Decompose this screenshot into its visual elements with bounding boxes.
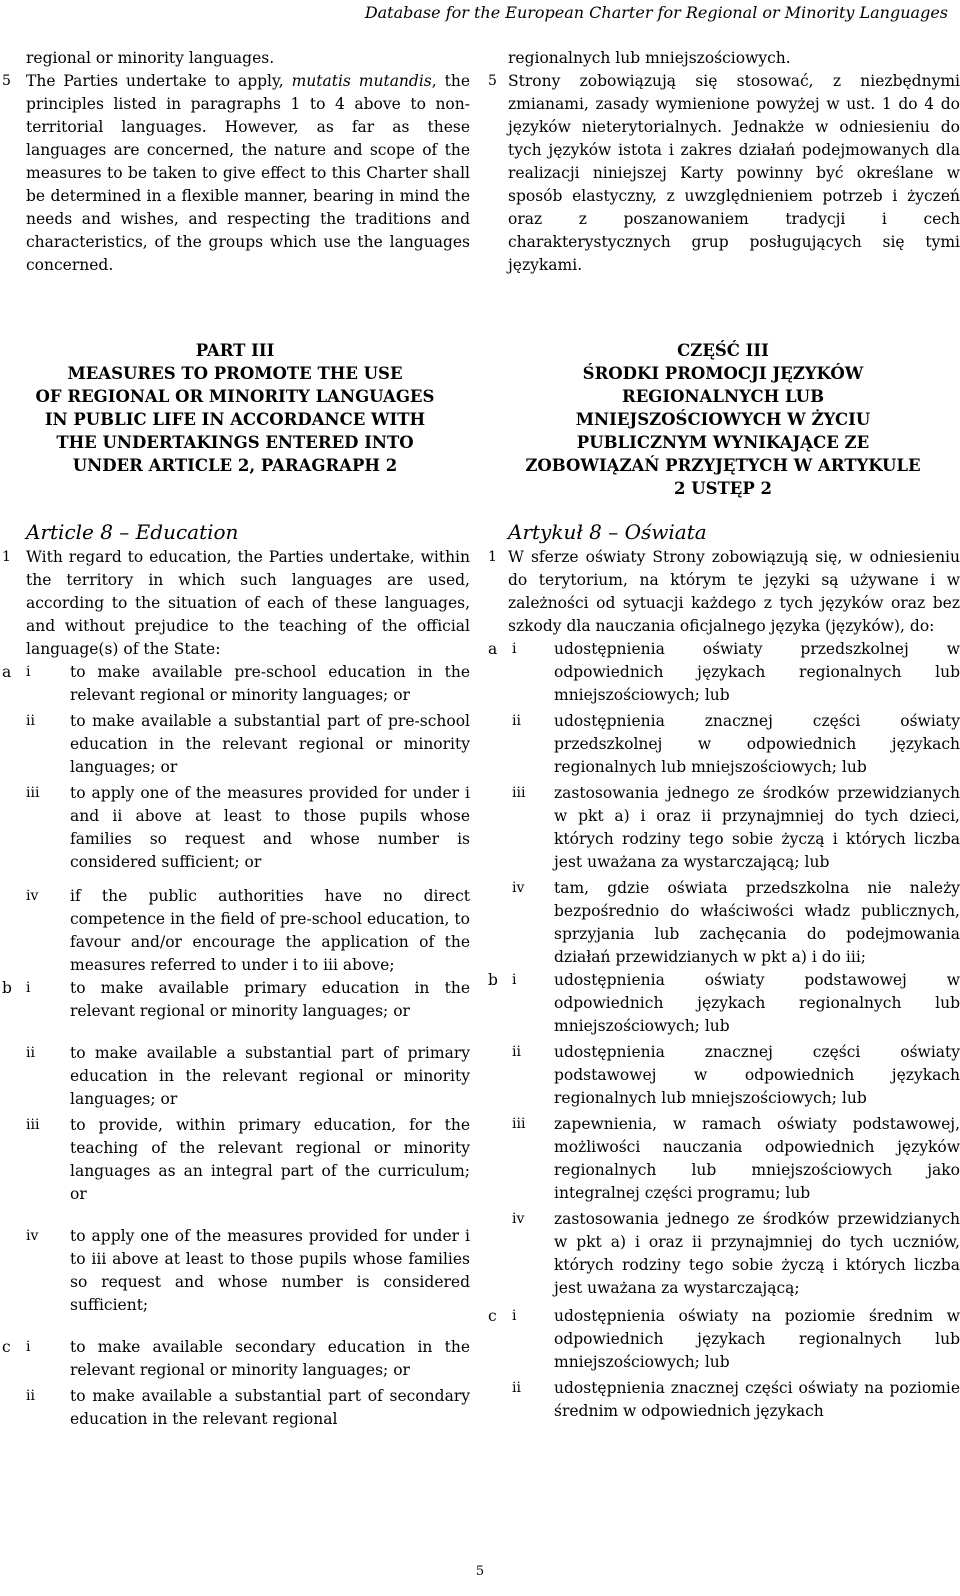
article-paragraph-1 bbox=[486, 546, 960, 638]
item-text: to make available secondary education in the relevant regional or minority languages; or bbox=[70, 1338, 470, 1379]
list-item bbox=[0, 661, 470, 707]
list-item bbox=[0, 782, 470, 874]
item-letter: a bbox=[488, 640, 498, 658]
item-letter: c bbox=[2, 1338, 11, 1356]
article-title: Artykuł 8 – Oświata bbox=[508, 520, 707, 544]
heading-line: OF REGIONAL OR MINORITY LANGUAGES bbox=[35, 387, 435, 406]
heading-line: IN PUBLIC LIFE IN ACCORDANCE WITH bbox=[44, 410, 426, 429]
item-roman-numeral: ii bbox=[512, 713, 521, 729]
paragraph-number: 5 bbox=[2, 73, 11, 89]
left-intro-column bbox=[0, 47, 470, 277]
list-item bbox=[486, 1305, 960, 1374]
paragraph-text: With regard to education, the Parties undertake, within the territory in which such languages are used, according to the situation of each of these languages, and without prejudice to the teaching of the official language(s) of the State: bbox=[26, 548, 470, 658]
item-roman-numeral: i bbox=[26, 664, 31, 680]
article-english bbox=[0, 520, 470, 1431]
list-item bbox=[486, 638, 960, 707]
paragraph-number: 1 bbox=[2, 549, 11, 565]
item-text: zastosowania jednego ze środków przewidzianych w pkt a) i oraz ii przynajmniej do tych uczniów, których rodziny tego sobie życzą i których liczba jest uważana za wystarczającą; bbox=[554, 1210, 960, 1297]
item-letter: b bbox=[2, 979, 12, 997]
item-roman-numeral: iv bbox=[26, 1228, 39, 1244]
left-paragraph-5 bbox=[0, 70, 470, 277]
item-text: to make available a substantial part of pre-school education in the relevant regional or minority languages; or bbox=[70, 712, 470, 776]
heading-line: ŚRODKI PROMOCJI JĘZYKÓW bbox=[582, 364, 864, 383]
item-roman-numeral: ii bbox=[512, 1380, 521, 1396]
heading-line: CZĘŚĆ III bbox=[677, 341, 769, 360]
item-text: to make available primary education in the relevant regional or minority languages; or bbox=[70, 979, 470, 1020]
list-item bbox=[486, 1041, 960, 1110]
page-number: 5 bbox=[475, 1564, 485, 1579]
item-roman-numeral: iii bbox=[26, 1117, 40, 1133]
document-header: Database for the European Charter for Regional or Minority Languages bbox=[364, 3, 948, 22]
item-text: if the public authorities have no direct competence in the field of pre-school education, to favour and/or encourage the application of the measures referred to under i to iii above; bbox=[70, 887, 470, 974]
item-text: udostępnienia znacznej części oświaty podstawowej w odpowiednich językach regionalnych lub mniejszościowych; lub bbox=[554, 1043, 960, 1107]
article-items-list bbox=[0, 661, 470, 1431]
list-item bbox=[486, 969, 960, 1038]
item-roman-numeral: i bbox=[512, 641, 517, 657]
list-item bbox=[486, 710, 960, 779]
item-letter: c bbox=[488, 1307, 497, 1325]
list-item bbox=[0, 1225, 470, 1317]
item-letter: a bbox=[2, 663, 12, 681]
paragraph-number: 5 bbox=[488, 73, 497, 89]
list-item bbox=[0, 1336, 470, 1382]
paragraph-text: W sferze oświaty Strony zobowiązują się, w odniesieniu do terytorium, na którym te języki są używane i w zależności od sytuacji każdego z tych języków oraz bez szkody dla nauczania oficjalnego języka (języków), do: bbox=[508, 548, 960, 635]
item-text: to provide, within primary education, for the teaching of the relevant regional or minority languages as an integral part of the curriculum; or bbox=[70, 1116, 470, 1203]
heading-line: PART III bbox=[195, 341, 275, 360]
list-item bbox=[486, 1208, 960, 1300]
heading-line: MEASURES TO PROMOTE THE USE bbox=[67, 364, 403, 383]
item-text: to apply one of the measures provided for under i to iii above at least to those pupils whose families so request and whose number is considered sufficient; bbox=[70, 1227, 470, 1314]
list-item bbox=[486, 1113, 960, 1205]
item-text: to make available pre-school education in the relevant regional or minority languages; or bbox=[70, 663, 470, 704]
item-text: zapewnienia, w ramach oświaty podstawowej, możliwości nauczania odpowiednich języków regionalnych lub mniejszościowych jako integralnej części programu; lub bbox=[554, 1115, 960, 1202]
item-roman-numeral: ii bbox=[26, 713, 35, 729]
heading-line: 2 USTĘP 2 bbox=[673, 479, 773, 498]
left-carry-text: regional or minority languages. bbox=[26, 49, 275, 67]
right-paragraph-5 bbox=[486, 70, 960, 277]
item-text: udostępnienia znacznej części oświaty na poziomie średnim w odpowiednich językach bbox=[554, 1379, 960, 1420]
item-roman-numeral: i bbox=[512, 972, 517, 988]
item-roman-numeral: i bbox=[26, 980, 31, 996]
item-text: tam, gdzie oświata przedszkolna nie należy bezpośrednio do właściwości władz publicznych, sprzyjania lub zachęcania do podejmowania działań przewidzianych w pkt a) i do iii; bbox=[554, 879, 960, 966]
heading-line: UNDER ARTICLE 2, PARAGRAPH 2 bbox=[72, 456, 398, 475]
paragraph-text-cont: , the principles listed in paragraphs 1 to 4 above to non-territorial languages. However, as far as these languages are concerned, the nature and scope of the measures to be taken to give effect to this Charter shall be determined in a flexible manner, bearing in mind the needs and wishes, and respecting the traditions and characteristics, of the groups which use the languages concerned. bbox=[26, 72, 470, 274]
heading-line: MNIEJSZOŚCIOWYCH W ŻYCIU bbox=[575, 410, 871, 429]
item-letter: b bbox=[488, 971, 498, 989]
list-item bbox=[0, 1042, 470, 1111]
item-roman-numeral: i bbox=[26, 1339, 31, 1355]
heading-line: PUBLICZNYM WYNIKAJĄCE ZE bbox=[576, 433, 870, 452]
item-text: udostępnienia oświaty podstawowej w odpowiednich językach regionalnych lub mniejszościowych; lub bbox=[554, 971, 960, 1035]
list-item bbox=[486, 877, 960, 969]
list-item bbox=[0, 1114, 470, 1206]
paragraph-text: The Parties undertake to apply, bbox=[26, 72, 292, 90]
heading-line: ZOBOWIĄZAŃ PRZYJĘTYCH W ARTYKULE bbox=[525, 456, 921, 475]
item-text: udostępnienia oświaty przedszkolnej w odpowiednich językach regionalnych lub mniejszościowych; lub bbox=[554, 640, 960, 704]
right-intro-column bbox=[486, 47, 960, 277]
part-heading-english bbox=[0, 339, 470, 477]
item-roman-numeral: i bbox=[512, 1308, 517, 1324]
item-roman-numeral: iii bbox=[512, 1116, 526, 1132]
heading-line: THE UNDERTAKINGS ENTERED INTO bbox=[56, 433, 414, 452]
item-text: to make available a substantial part of primary education in the relevant regional or minority languages; or bbox=[70, 1044, 470, 1108]
item-roman-numeral: ii bbox=[512, 1044, 521, 1060]
article-polish bbox=[486, 520, 960, 1423]
item-text: zastosowania jednego ze środków przewidzianych w pkt a) i oraz ii przynajmniej do tych dzieci, których rodziny tego sobie życzą i których liczba jest uważana za wystarczającą; lub bbox=[554, 784, 960, 871]
item-text: udostępnienia znacznej części oświaty przedszkolnej w odpowiednich językach regionalnych lub mniejszościowych; lub bbox=[554, 712, 960, 776]
list-item bbox=[0, 710, 470, 779]
article-items-list bbox=[486, 638, 960, 1423]
part-heading-polish bbox=[486, 339, 960, 500]
paragraph-number: 1 bbox=[488, 549, 497, 565]
list-item bbox=[0, 977, 470, 1023]
heading-line: REGIONALNYCH LUB bbox=[621, 387, 825, 406]
item-roman-numeral: iv bbox=[26, 888, 39, 904]
item-roman-numeral: iv bbox=[512, 880, 525, 896]
article-title: Article 8 – Education bbox=[26, 520, 239, 544]
article-paragraph-1 bbox=[0, 546, 470, 661]
item-roman-numeral: ii bbox=[26, 1388, 35, 1404]
paragraph-italic-text: mutatis mutandis bbox=[291, 72, 432, 90]
item-text: to apply one of the measures provided for under i and ii above at least to those pupils whose families so request and whose number is considered sufficient; or bbox=[70, 784, 470, 871]
paragraph-text: Strony zobowiązują się stosować, z niezbędnymi zmianami, zasady wymienione powyżej w ust. 1 do 4 do języków nieterytorialnych. Jednakże w odniesieniu do tych języków istota i zakres działań podejmowanych dla realizacji niniejszej Karty powinny być określane w sposób elastyczny, z uwzględnieniem potrzeb i życzeń oraz z poszanowaniem tradycji i cech charakterystycznych grup posługujących się tymi językami. bbox=[508, 72, 960, 274]
list-item bbox=[486, 1377, 960, 1423]
item-roman-numeral: iii bbox=[512, 785, 526, 801]
item-roman-numeral: iv bbox=[512, 1211, 525, 1227]
item-roman-numeral: ii bbox=[26, 1045, 35, 1061]
list-item bbox=[0, 885, 470, 977]
item-text: to make available a substantial part of secondary education in the relevant regional bbox=[70, 1387, 470, 1428]
right-carry-text: regionalnych lub mniejszościowych. bbox=[508, 49, 791, 67]
item-text: udostępnienia oświaty na poziomie średnim w odpowiednich językach regionalnych lub mniejszościowych; lub bbox=[554, 1307, 960, 1371]
item-roman-numeral: iii bbox=[26, 785, 40, 801]
list-item bbox=[0, 1385, 470, 1431]
list-item bbox=[486, 782, 960, 874]
